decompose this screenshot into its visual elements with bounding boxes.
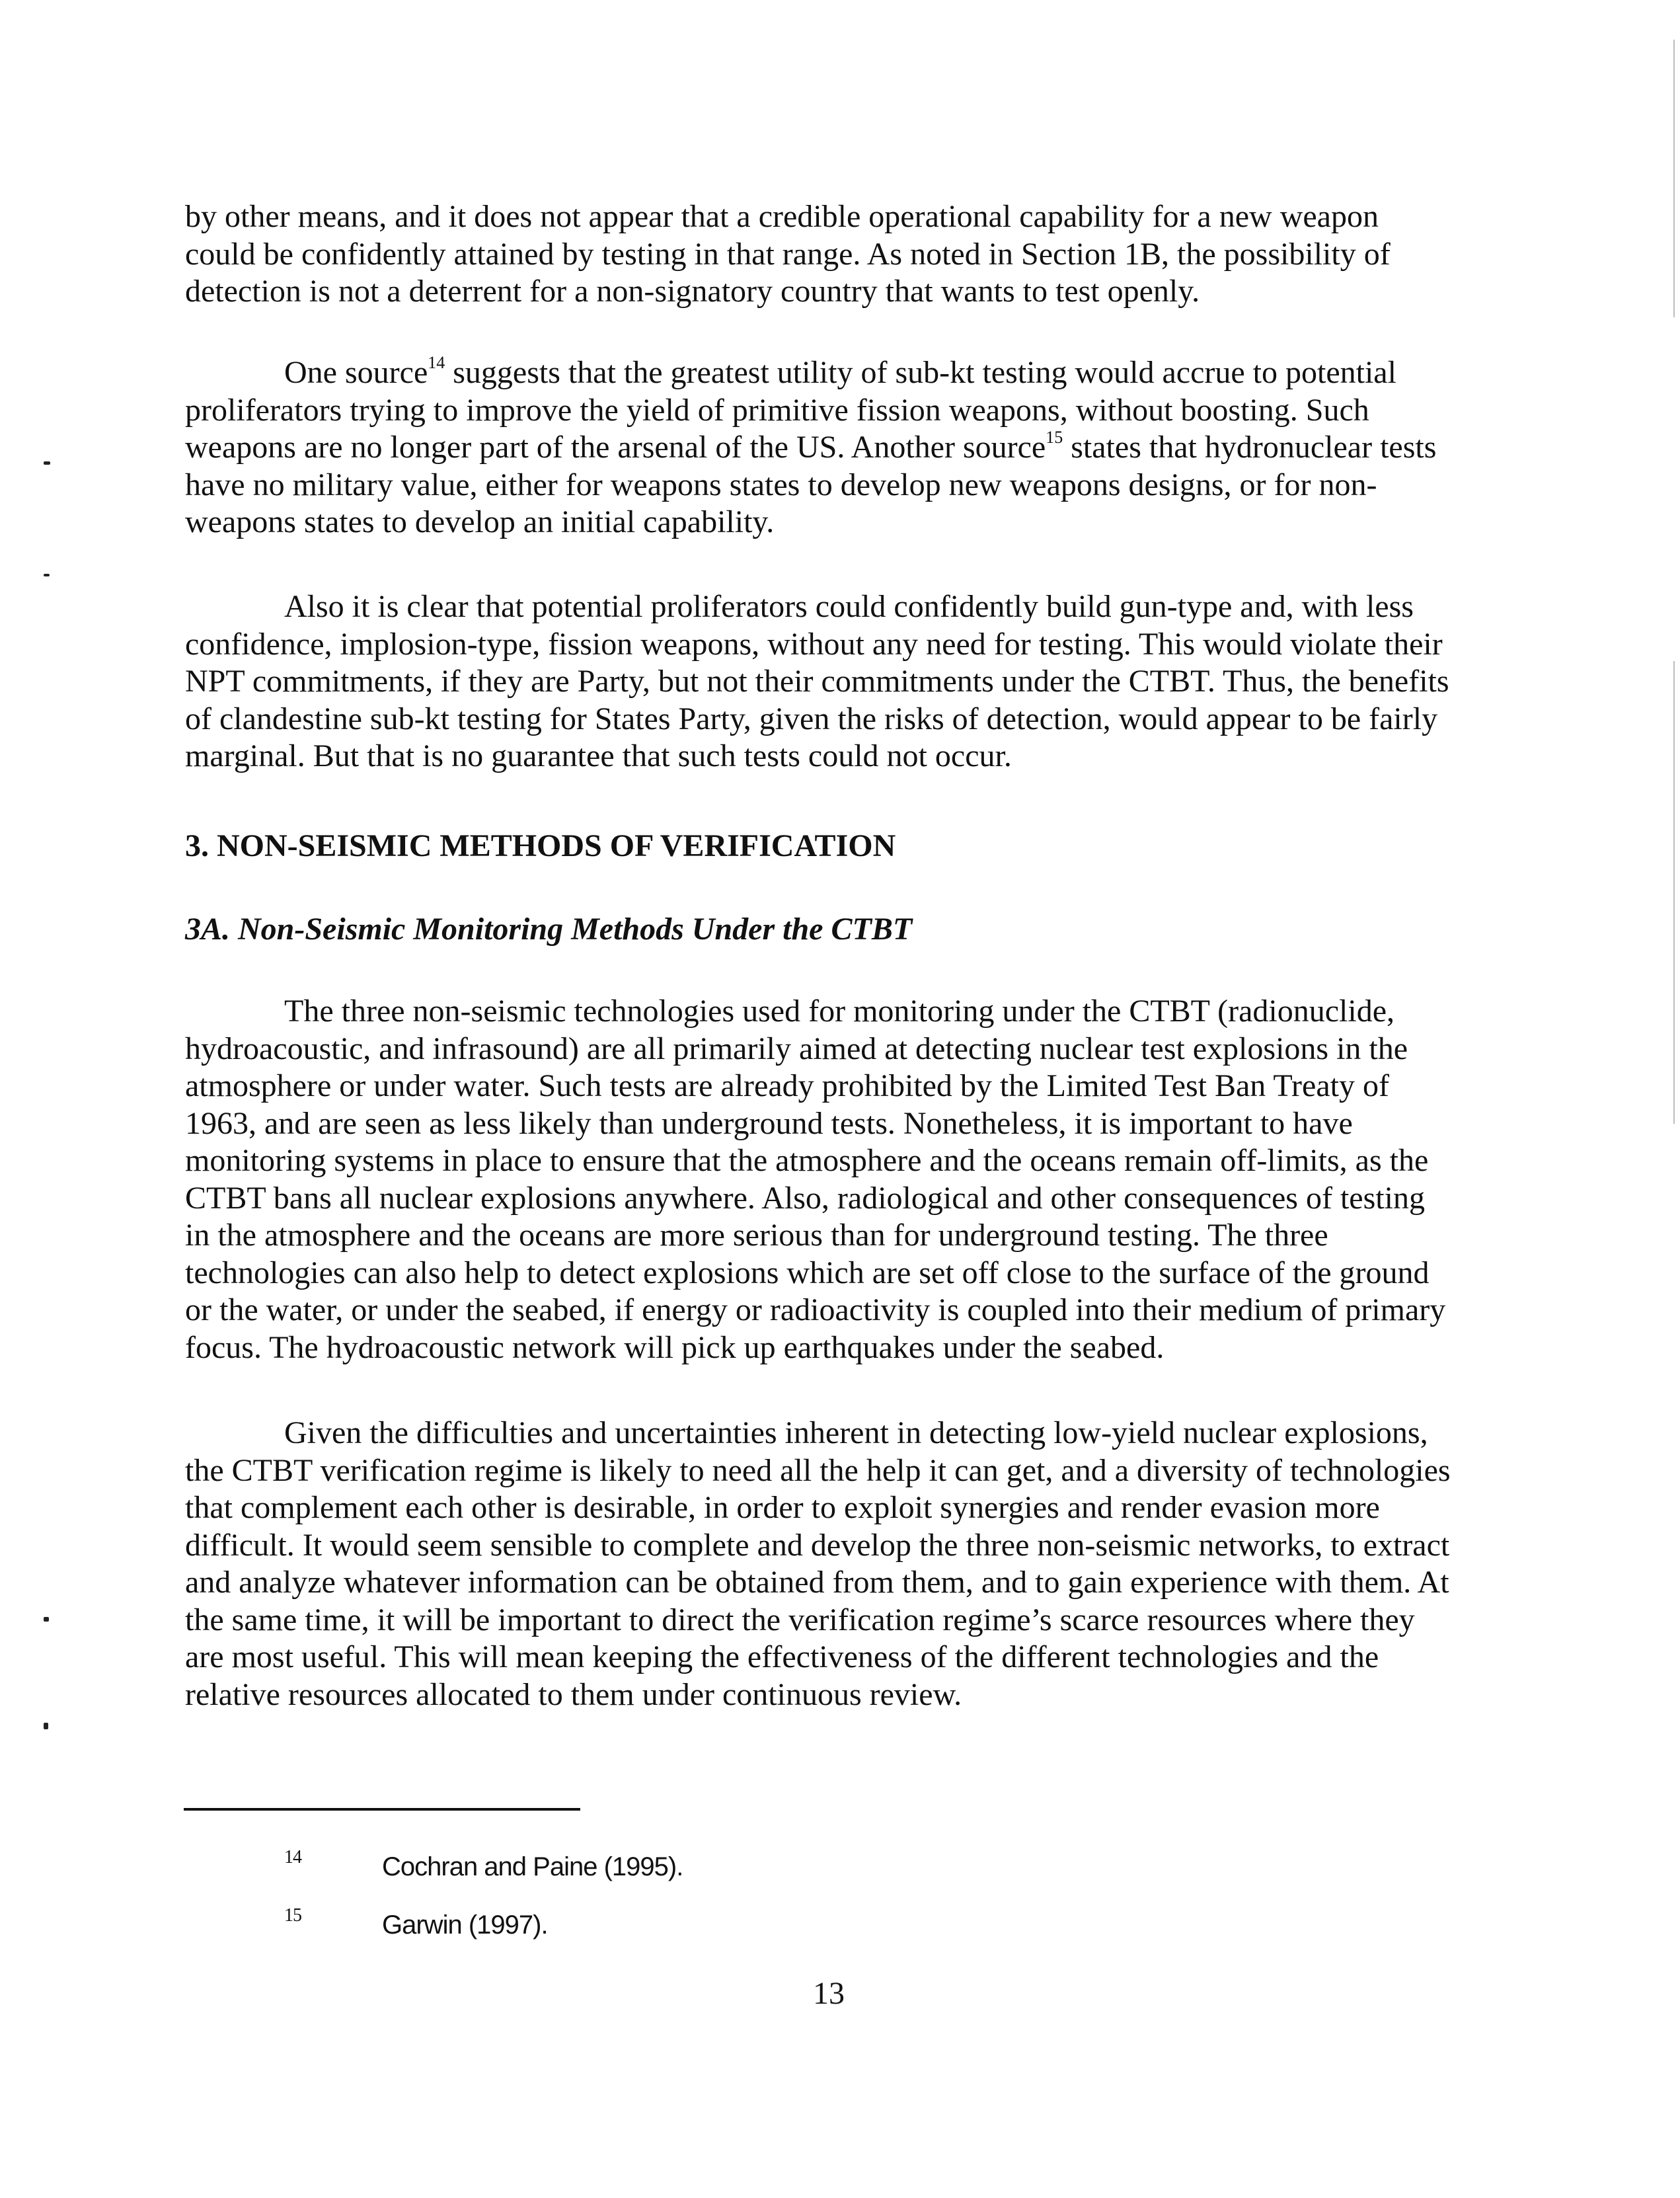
- paragraph-continuation: [185, 198, 1454, 311]
- scan-edge-line: [1673, 40, 1675, 317]
- paragraph-proliferators: [185, 588, 1454, 775]
- paragraph-text-part: One source: [284, 355, 428, 390]
- footnote-number: 15: [284, 1905, 301, 1926]
- scan-edge-line: [1673, 661, 1675, 1124]
- paragraph-sources: [185, 354, 1454, 541]
- subsection-heading: 3A. Non-Seismic Monitoring Methods Under the CTBT: [185, 912, 913, 947]
- paragraph-text: by other means, and it does not appear that a credible operational capability for a new weapon could be confidently attained by testing in that range. As noted in Section 1B, the possibility of detection is not a deterrent for a non-signatory country that wants to test openly.: [185, 199, 1391, 309]
- paragraph-text: The three non-seismic technologies used for monitoring under the CTBT (radionuclide, hydroacoustic, and infrasound) are all primarily aimed at detecting nuclear test explosions in the atmosphere or under water. Such tests are already prohibited by the Limited Test Ban Treaty of 1963, and are seen as less likely than underground tests. Nonetheless, it is important to have monitoring systems in place to ensure that the atmosphere and the oceans remain off-limits, as the CTBT bans all nuclear explosions anywhere. Also, radiological and other consequences of testing in the atmosphere and the oceans are more serious than for underground testing. The three technologies can also help to detect explosions which are set off close to the surface of the ground or the water, or under the seabed, if energy or radioactivity is coupled into their medium of primary focus. The hydroacoustic network will pick up earthquakes under the seabed.: [185, 994, 1446, 1365]
- paragraph-text-part: suggests that the greatest utility of sub-kt testing would accrue to potential proliferators trying to improve the yield of primitive fission weapons, without boosting. Such weapons are no longer part of the arsenal of the US. Another source: [185, 355, 1396, 465]
- paragraph-text: Also it is clear that potential proliferators could confidently build gun-type and, with less confidence, implosion-type, fission weapons, without any need for testing. This would violate their NPT commitments, if they are Party, but not their commitments under the CTBT. Thus, the benefits of clandestine sub-kt testing for States Party, given the risks of detection, would appear to be fairly marginal. But that is no guarantee that such tests could not occur.: [185, 589, 1449, 773]
- footnote-text: Garwin (1997).: [382, 1910, 548, 1940]
- footnote-number: 14: [284, 1847, 301, 1867]
- page-number: 13: [813, 1976, 845, 2011]
- section-heading: 3. NON-SEISMIC METHODS OF VERIFICATION: [185, 828, 896, 863]
- paragraph-text: [185, 354, 1454, 541]
- paragraph-text-part: states that hydronuclear tests have no military value, either for weapons states to develop new weapons designs, or for non-weapons states to develop an initial capability.: [185, 430, 1437, 539]
- paragraph-verification-regime: [185, 1415, 1454, 1713]
- footnote-separator: [184, 1808, 580, 1811]
- paragraph-technologies: [185, 993, 1454, 1366]
- scan-mark: [44, 461, 50, 465]
- scan-mark: [44, 1617, 49, 1622]
- footnote-ref-14: 14: [428, 353, 445, 372]
- footnote-text: Cochran and Paine (1995).: [382, 1852, 683, 1881]
- scan-mark: [44, 574, 50, 576]
- scan-mark: [44, 1723, 48, 1729]
- footnote-ref-15: 15: [1046, 428, 1063, 447]
- paragraph-text: Given the difficulties and uncertainties inherent in detecting low-yield nuclear explosions, the CTBT verification regime is likely to need all the help it can get, and a diversity of technologies that complement each other is desirable, in order to exploit synergies and render evasion more difficult. It would seem sensible to complete and develop the three non-seismic networks, to extract and analyze whatever information can be obtained from them, and to gain experience with them. At the same time, it will be important to direct the verification regime’s scarce resources where they are most useful. This will mean keeping the effectiveness of the different technologies and the relative resources allocated to them under continuous review.: [185, 1415, 1451, 1712]
